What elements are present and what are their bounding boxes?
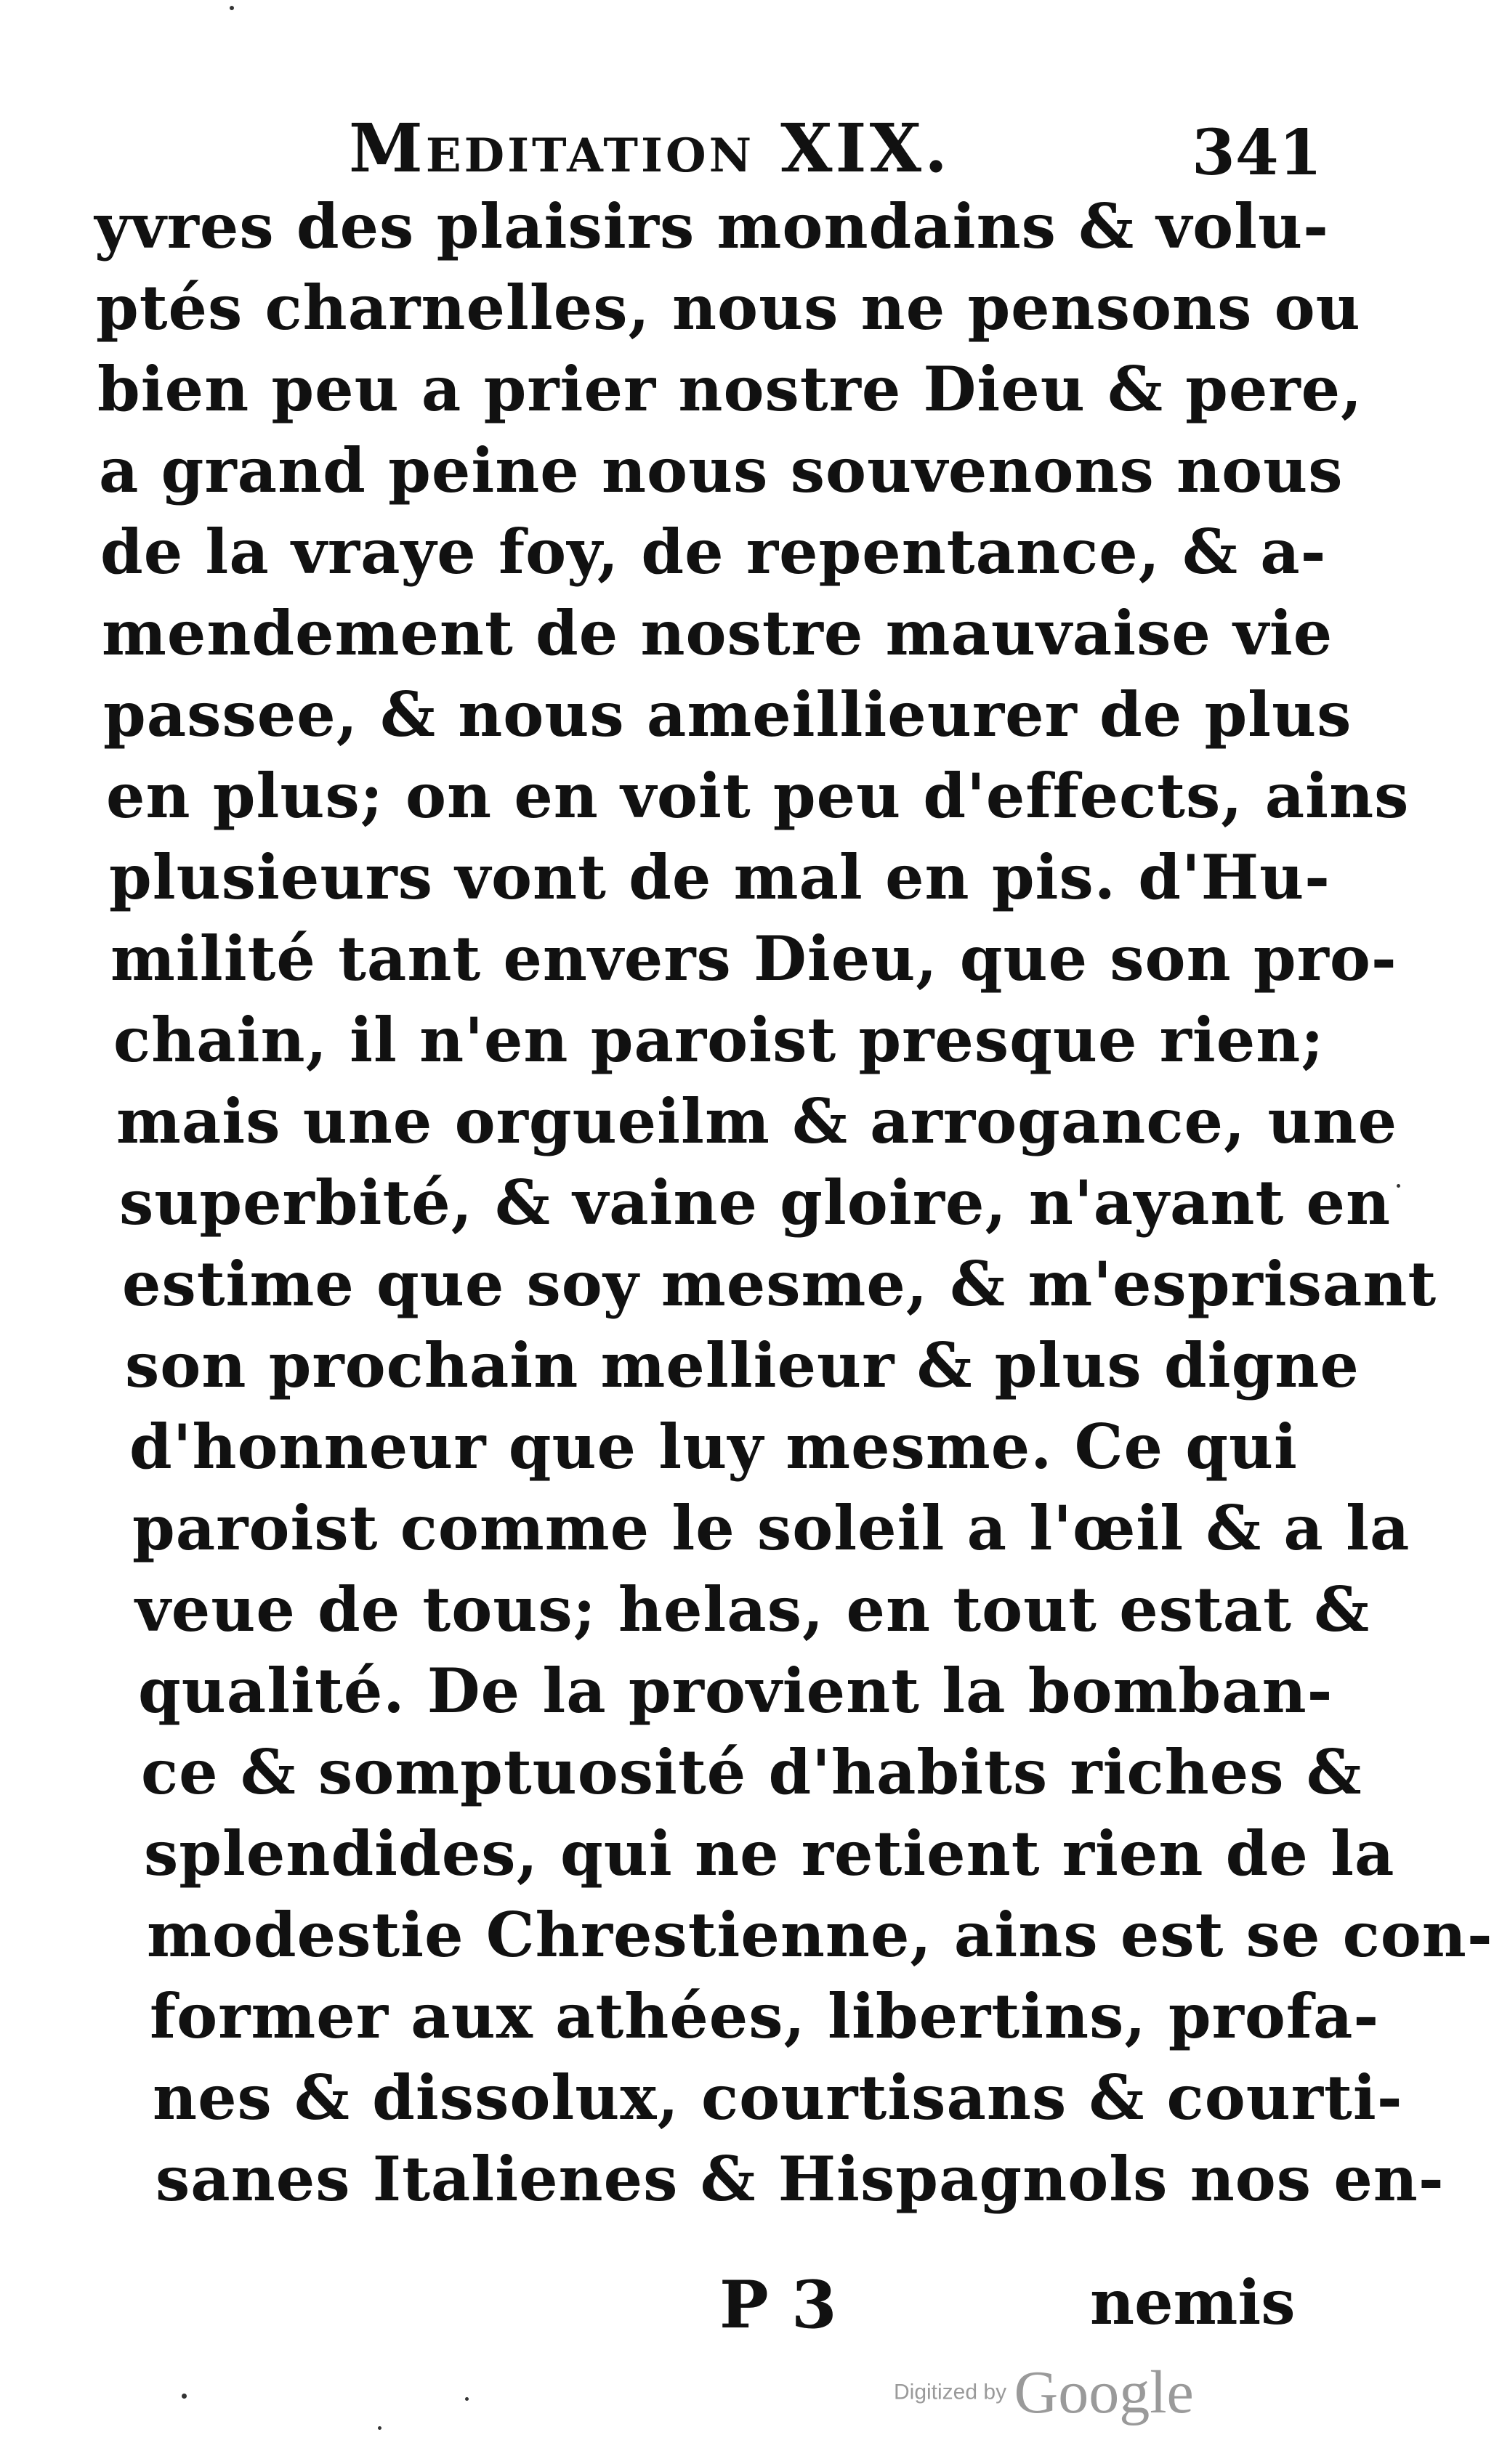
text-line: splendides, qui ne retient rien de la — [144, 1817, 1395, 1889]
text-line: en plus; on en voit peu d'effects, ains — [106, 760, 1410, 832]
text-line: superbité, & vaine gloire, n'ayant en — [119, 1167, 1392, 1239]
text-line: d'honneur que luy mesme. Ce qui — [129, 1411, 1298, 1483]
text-line: estime que soy mesme, & m'esprisant — [122, 1248, 1437, 1320]
scan-speck — [230, 6, 234, 10]
text-line: qualité. De la provient la bomban- — [138, 1655, 1333, 1727]
scan-speck — [1397, 1184, 1400, 1188]
google-logo: Google — [1014, 2359, 1194, 2426]
page-number: 341 — [1192, 116, 1323, 190]
text-line: a grand peine nous souvenons nous — [99, 434, 1344, 506]
text-line: paroist comme le soleil a l'œil & a la — [132, 1492, 1410, 1564]
scan-speck — [465, 2397, 469, 2401]
body-text — [0, 190, 1494, 2230]
scan-speck — [378, 2426, 381, 2430]
text-line: passee, & nous ameillieurer de plus — [103, 678, 1352, 750]
text-line: mendement de nostre mauvaise vie — [102, 597, 1333, 669]
text-line: ptés charnelles, nous ne pensons ou — [96, 272, 1361, 344]
text-line: milité tant envers Dieu, que son pro- — [110, 923, 1397, 994]
digitization-watermark — [894, 2357, 1194, 2428]
scan-speck — [182, 2394, 187, 2399]
catchword: nemis — [1090, 2266, 1296, 2338]
text-line: chain, il n'en paroist presque rien; — [113, 1004, 1325, 1076]
text-line: former aux athées, libertins, profa- — [150, 1980, 1380, 2052]
text-line: plusieurs vont de mal en pis. d'Hu- — [109, 841, 1331, 913]
text-line: veue de tous; helas, en tout estat & — [135, 1573, 1370, 1645]
text-line: son prochain mellieur & plus digne — [125, 1329, 1360, 1401]
text-line: de la vraye foy, de repentance, & a- — [100, 516, 1327, 588]
signature-mark: P 3 — [719, 2266, 837, 2343]
watermark-prefix: Digitized by — [894, 2380, 1007, 2404]
text-line: ce & somptuosité d'habits riches & — [141, 1736, 1362, 1808]
text-line: nes & dissolux, courtisans & courti- — [153, 2062, 1403, 2133]
text-line: modestie Chrestienne, ains est se con- — [147, 1899, 1493, 1971]
running-head: Meditation XIX. — [349, 109, 951, 187]
text-line: mais une orgueilm & arrogance, une — [116, 1085, 1398, 1157]
text-line: sanes Italienes & Hispagnols nos en- — [156, 2143, 1445, 2215]
text-line: yvres des plaisirs mondains & volu- — [94, 190, 1329, 262]
text-line: bien peu a prier nostre Dieu & pere, — [97, 353, 1363, 425]
